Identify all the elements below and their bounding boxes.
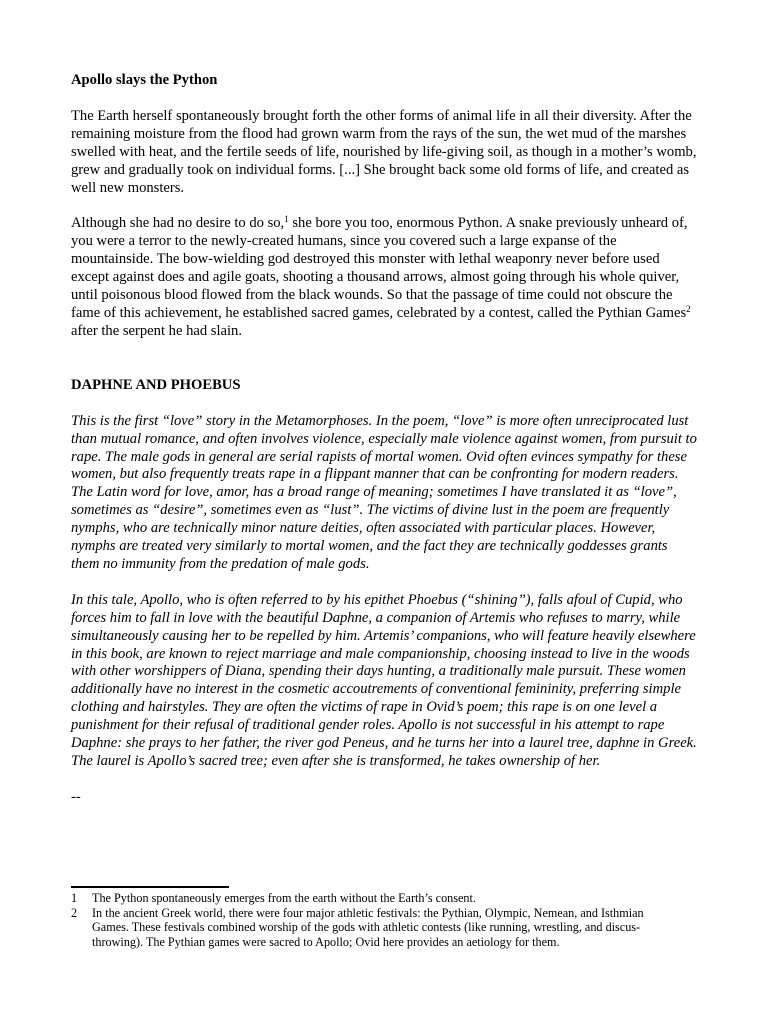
footnote-ref-2[interactable]: 2 [686, 303, 691, 314]
python-text-middle: she bore you too, enormous Python. A snake previously unheard of, you were a terror to the newly-created humans, since you covered such a large expanse of the mountainside. The bow-wielding god destroyed this monster with lethal weaponry never before used except against does and agile goats, shooting a thousand arrows, almost going through his whole quiver, until poisonous blood flowed from the black wounds. So that the passage of time could not obscure the fame of this achievement, he established sacred games, celebrated by a contest, called the Pythian Games [71, 215, 688, 321]
paragraph-python [71, 215, 699, 340]
footnotes [71, 891, 671, 949]
footnote-1 [71, 891, 671, 906]
footnote-divider [71, 886, 229, 888]
paragraph-apollo-tale: In this tale, Apollo, who is often referred to by his epithet Phoebus (“shining”), falls afoul of Cupid, who forces him to fall in love with the beautiful Daphne, a companion of Artemis who refuses to marry, while simultaneously causing her to be repelled by him. Artemis’ companions, who will feature heavily elsewhere in this book, are known to reject marriage and male companionship, choosing instead to live in the woods with other worshippers of Diana, spending their days hunting, a traditionally male pursuit. These women additionally have no interest in the cosmetic accoutrements of conventional femininity, preferring simple clothing and hairstyles. They are often the victims of rape in Ovid’s poem; this rape is on one level a punishment for their refusal of traditional gender roles. Apollo is not successful in his attempt to rape Daphne: she prays to her father, the river god Peneus, and he turns her into a laurel tree, daphne in Greek. The laurel is Apollo’s sacred tree; even after she is transformed, he takes ownership of her. [71, 591, 697, 769]
footnote-text: In the ancient Greek world, there were four major athletic festivals: the Pythian, Olympic, Nemean, and Isthmian Games. These festivals combined worship of the gods with athletic contests (like running, wrestling, and discus-throwing). The Pythian games were sacred to Apollo; Ovid here provides an aetiology for them. [92, 905, 644, 949]
main-text [71, 72, 699, 807]
footnote-2 [71, 906, 671, 950]
python-text-end: after the serpent he had slain. [71, 322, 242, 339]
python-text-start: Although she had no desire to do so, [71, 215, 285, 232]
footnote-text: The Python spontaneously emerges from the earth without the Earth’s consent. [92, 891, 476, 905]
footnote-number: 2 [71, 905, 78, 920]
separator-dashes: -- [71, 788, 81, 805]
paragraph-earth: The Earth herself spontaneously brought forth the other forms of animal life in all their diversity. After the remaining moisture from the flood had grown warm from the rays of the sun, the wet mud of the marshes swelled with heat, and the fertile seeds of life, nourished by life-giving soil, as though in a mother’s womb, grew and gradually took on individual forms. [...] She brought back some old forms of life, and created as well new monsters. [71, 107, 697, 196]
footnote-number: 1 [71, 891, 78, 905]
paragraph-love-intro: This is the first “love” story in the Metamorphoses. In the poem, “love” is more often unreciprocated lust than mutual romance, and often involves violence, especially male violence against women, from pursuit to rape. The male gods in general are serial rapists of mortal women. Ovid often evinces sympathy for these women, but also frequently treats rape in a flippant manner that can be confronting for modern readers. The Latin word for love, amor, has a broad range of meaning; sometimes I have translated it as “love”, sometimes as “desire”, sometimes even as “lust”. The victims of divine lust in the poem are frequently nymphs, who are technically minor nature deities, often associated with particular places. However, nymphs are treated very similarly to mortal women, and the fact they are technically goddesses grants them no immunity from the predation of male gods. [71, 412, 697, 572]
footnote-ref-1[interactable]: 1 [284, 214, 289, 225]
section-heading-apollo: Apollo slays the Python [71, 72, 218, 88]
section-heading-daphne: DAPHNE AND PHOEBUS [71, 376, 241, 393]
